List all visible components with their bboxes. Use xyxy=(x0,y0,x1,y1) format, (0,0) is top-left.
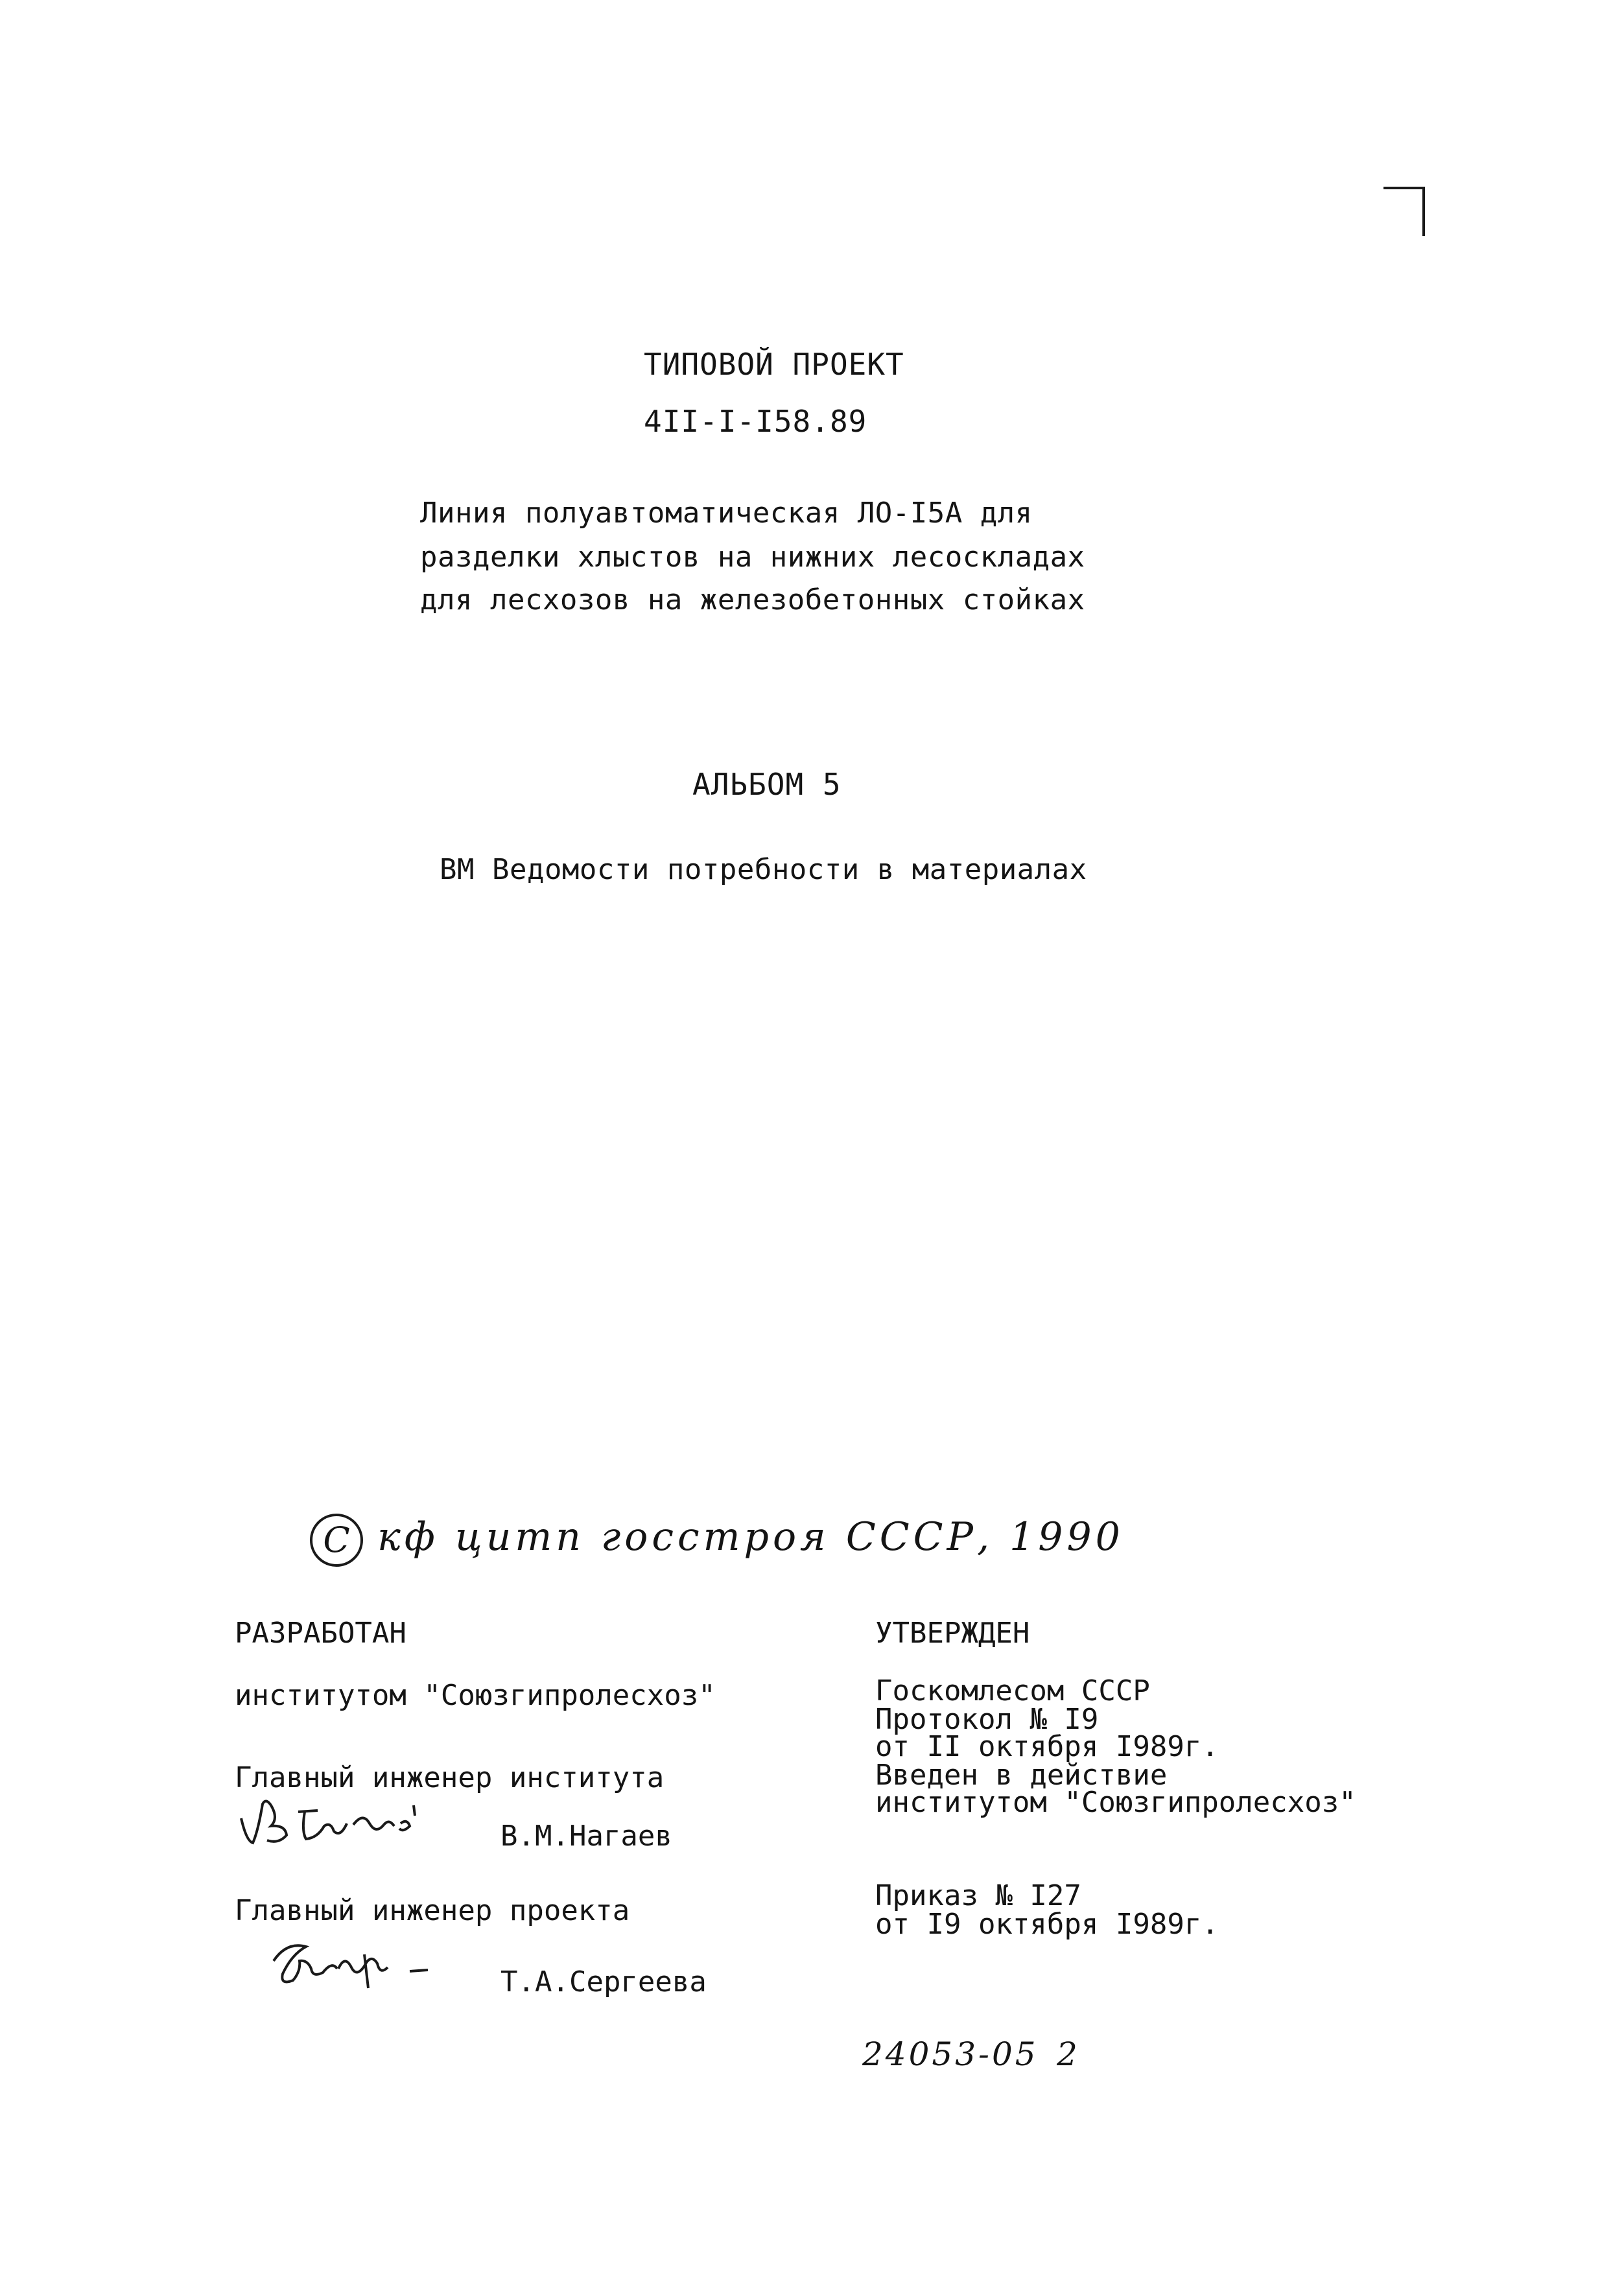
copyright-symbol: C xyxy=(310,1514,363,1567)
footer-page-number: 2 xyxy=(1057,2035,1081,2073)
corner-crop-mark xyxy=(1383,187,1425,236)
signature-nagaev xyxy=(233,1792,428,1851)
approved-line-4: Введен в действие xyxy=(875,1759,1168,1792)
order-line-2: от I9 октября I989г. xyxy=(875,1908,1219,1941)
approved-line-1: Госкомлесом СССР xyxy=(875,1674,1150,1707)
album-subtitle: ВМ Ведомости потребности в материалах xyxy=(440,853,1087,886)
footer-code: 24053-05 xyxy=(862,2035,1039,2073)
chief-engineer-institute-label: Главный инженер института xyxy=(235,1761,665,1794)
document-title: ТИПОВОЙ ПРОЕКТ xyxy=(644,347,904,382)
approved-line-3: от II октября I989г. xyxy=(875,1730,1219,1763)
description-line-2: разделки хлыстов на нижних лесоскладах xyxy=(420,541,1085,574)
description-line-1: Линия полуавтоматическая ЛО-I5А для xyxy=(420,497,1033,530)
album-title: АЛЬБОМ 5 xyxy=(692,767,841,802)
project-number: 4II-I-I58.89 xyxy=(644,404,867,439)
developed-heading: РАЗРАБОТАН xyxy=(235,1617,406,1650)
approved-heading: УТВЕРЖДЕН xyxy=(875,1617,1030,1650)
approved-line-5: институтом "Союзгипролесхоз" xyxy=(875,1786,1356,1819)
developed-institute: институтом "Союзгипролесхоз" xyxy=(235,1679,716,1712)
description-line-3: для лесхозов на железобетонных стойках xyxy=(420,583,1085,616)
copyright-text: кф цитп госстроя СССР, 1990 xyxy=(377,1514,1124,1560)
signature-sergeeva xyxy=(261,1935,442,1993)
approved-line-2: Протокол № I9 xyxy=(875,1703,1099,1736)
chief-engineer-institute-name: В.М.Нагаев xyxy=(500,1820,672,1853)
order-line-1: Приказ № I27 xyxy=(875,1879,1081,1912)
chief-engineer-project-name: Т.А.Сергеева xyxy=(500,1965,707,1998)
chief-engineer-project-label: Главный инженер проекта xyxy=(235,1894,630,1927)
